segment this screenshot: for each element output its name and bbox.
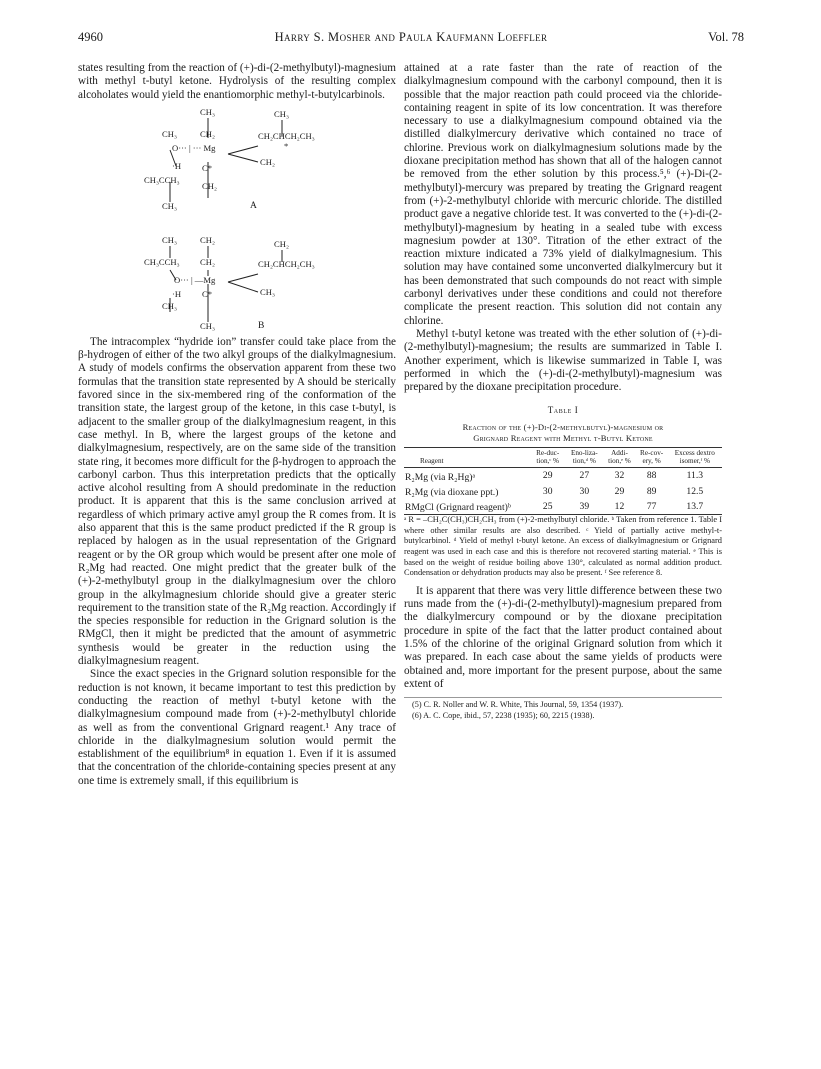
chem-label: CH₃ bbox=[162, 128, 177, 139]
chem-label: CH₃CCH₃ bbox=[144, 256, 180, 267]
table-cell: 32 bbox=[614, 470, 625, 482]
left-paragraph-2: The intracomplex “hydride ion” transfer could take place from the β-hydrogen of either of the two alkyl groups of the dialkylmagnesium. A study of models confirms the observation apparent from these two formulas that the transition state represented by A should be sterically favored since in the six-membered ring of the conformation of the transition state, the largest group of the ketone, in this case t-butyl, is adjacent to the smaller group of the dialkylmagnesium reagent, in this case methyl. In B, where the largest groups of the ketone and dialkylmagnesium, respectively, are on the same side of the transition state ring, it becomes more difficult for the β-hydrogen to approach the carbonyl carbon. Thus this interpretation predicts that the optically active alcohol resulting from A should predominate in the reduction product. It is apparent that this is the same conclusion arrived at regardless of which primary active amyl group the R comes from. It is also apparent that this is the same product predicted if the R group is replaced by halogen as in the usual representation of the Grignard reagent or by the OR group which would be present after one mole of R₂Mg had reacted. One might predict that the greater bulk of the (+)-2-methylbutyl group in the dialkylmagnesium over the chloro group in the alkylmagnesium chloride should give a greater steric requirement to the transition state of the R₂Mg reaction. Accordingly if the species responsible for reduction in the Grignard solution is the RMgCl, then it might be predicted that the amount of asymmetric synthesis would be greater in the reduction using the dialkylmagnesium reagent. bbox=[78, 335, 397, 668]
chem-label: ·H bbox=[172, 288, 182, 299]
table-cell: 27 bbox=[579, 470, 590, 482]
chem-label: CH₂ bbox=[200, 256, 215, 267]
chem-label: CH₂ bbox=[200, 128, 215, 139]
table-cell: 39 bbox=[565, 499, 603, 515]
table-row bbox=[404, 499, 722, 515]
right-paragraph-3: It is apparent that there was very little difference between these two runs made from the (+)-di-(2-methylbutyl)-magnesium prepared from the dialkylmercury compound or by the dioxane precipitation procedure in spite of the fact that the latter product contained about 1.5% of the chlorine of the original Grignard solution from which it was prepared. In each case about the same yields of products were obtained and, more important for the present purpose, about the same extent of bbox=[404, 584, 722, 690]
table-cell-reagent: RMgCl (Grignard reagent)ᵇ bbox=[404, 499, 530, 515]
chem-label: CH₃ bbox=[162, 200, 177, 211]
chem-label: CH₂CHCH₂CH₃ bbox=[258, 130, 315, 141]
chem-label: ·H bbox=[172, 160, 182, 171]
table-footnotes: ᵃ R = –CH₂C(CH₃)CH₂CH₃ from (+)-2-methylbutyl chloride. ᵇ Taken from reference 1. Table I where other similar results are also described. ᶜ Yield of partially active methyl-t-butylcarbinol. ᵈ Yield of methyl t-butyl ketone. An excess of dialkylmagnesium or Grignard reagent was used in each case and this is therefore not recovered starting material. ᵉ This is based on the weight of residue boiling above 130°, calculated as normal addition product. Condensation or dehydration products may also be present. ᶠ See reference 8. bbox=[404, 515, 722, 578]
table-cell: 88 bbox=[646, 470, 657, 482]
right-paragraph-1: attained at a rate faster than the rate of reaction of the dialkylmagnesium compound with the carbonyl compound, then it is possible that the major reaction path could proceed via the chloride-containing reagent in spite of its low concentration. It was therefore necessary to use a dialkylmagnesium compound obtained via the distilled dialkylmercury derivative which contained no trace of chlorine. Previous work on dialkylmagnesium solutions made by the dioxane precipitation method has shown that all of the halogen cannot be removed from the ether solution by this process.⁵,⁶ (+)-Di-(2-methylbutyl)-mercury was prepared by treating the Grignard reagent from (+)-2-methylbutyl chloride with mercuric chloride. The distilled product gave a negative chloride test. It was converted to the (+)-di-(2-methylbutyl)-magnesium by heating in a sealed tube with excess magnesium powder at 130°. Titration of the ether extract of the reaction mixture indicated a 73% yield of dialkylmagnesium. This solution may have contained some unconverted dialkylmercury but it has been demonstrated that such compounds do not react with simple carbonyl derivatives under these conditions and could not therefore complicate the present reaction. This solution did not contain any chlorine. bbox=[404, 62, 722, 327]
table-cell: 12.5 bbox=[686, 485, 704, 497]
chem-label: CH₃ bbox=[162, 300, 177, 311]
structure-b-label: B bbox=[258, 320, 265, 331]
structure-a bbox=[78, 104, 396, 232]
table-cell: 29 bbox=[614, 485, 625, 497]
page-number: 4960 bbox=[78, 30, 103, 44]
chem-label: CH₃ bbox=[162, 234, 177, 245]
table-caption-line-2: Grignard Reagent with Methyl t-Butyl Ketone bbox=[473, 432, 653, 443]
left-column bbox=[78, 62, 396, 788]
chem-label: CH₂ bbox=[274, 238, 289, 249]
running-head bbox=[78, 30, 744, 50]
table-cell: 25 bbox=[530, 499, 565, 515]
table-caption-line-1: Reaction of the (+)-Di-(2-methylbutyl)-magnesium or bbox=[462, 421, 664, 432]
structure-a-label: A bbox=[250, 200, 257, 211]
table-header-cell: Re-cov-ery, % bbox=[636, 447, 668, 468]
chem-label: CH₂ bbox=[202, 180, 217, 191]
table-caption bbox=[404, 422, 722, 444]
table-header-cell: Re-duc-tion,ᶜ % bbox=[530, 447, 565, 468]
running-head-authors: Harry S. Mosher and Paula Kaufmann Loeffler bbox=[274, 30, 548, 44]
table-cell: 13.7 bbox=[668, 499, 722, 515]
chem-label: CH₂ bbox=[260, 156, 275, 167]
chem-label: CH₃ bbox=[200, 320, 215, 331]
chem-label: * bbox=[284, 140, 289, 151]
table-cell: 30 bbox=[542, 485, 553, 497]
right-column bbox=[404, 62, 722, 721]
chem-label: CH₃ bbox=[260, 286, 275, 297]
chem-label: CH₃ bbox=[274, 108, 289, 119]
table-header-cell: Addi-tion,ᵉ % bbox=[603, 447, 635, 468]
table-row bbox=[404, 468, 722, 484]
chem-label: O··· | ··· Mg bbox=[172, 142, 216, 153]
results-table bbox=[404, 447, 722, 515]
structure-b-bonds bbox=[78, 236, 396, 336]
table-cell: 30 bbox=[579, 485, 590, 497]
structure-b bbox=[78, 236, 396, 336]
chem-label: CH₃CCH₃ bbox=[144, 174, 180, 185]
reference-item: (5) C. R. Noller and W. R. White, This Journal, 59, 1354 (1937). bbox=[412, 700, 624, 710]
right-paragraph-2: Methyl t-butyl ketone was treated with the ether solution of (+)-di-(2-methylbutyl)-magnesium; the results are summarized in Table I. Another experiment, which is likewise summarized in Table I, was performed in which the (+)-di-(2-methylbutyl)-magnesium was prepared by the dioxane precipitation procedure. bbox=[404, 327, 722, 394]
table-title: Table I bbox=[547, 405, 579, 416]
table-header-cell: Eno-liza-tion,ᵈ % bbox=[565, 447, 603, 468]
chem-label: C* bbox=[202, 288, 213, 299]
table-header-cell: Excess dextro isomer,ᶠ % bbox=[668, 447, 722, 468]
table-cell: 77 bbox=[636, 499, 668, 515]
volume-label: Vol. 78 bbox=[708, 30, 744, 44]
table-cell: 12 bbox=[603, 499, 635, 515]
references bbox=[404, 697, 722, 721]
table-cell: 29 bbox=[542, 470, 553, 482]
table-header-cell: Reagent bbox=[404, 447, 530, 468]
left-paragraph-1: states resulting from the reaction of (+)-di-(2-methylbutyl)-magnesium with methyl t-butyl ketone. Hydrolysis of the resulting complex alcoholates would yield the enantiomorphic methyl-t-butylcarbinols. bbox=[78, 62, 396, 101]
left-paragraph-3: Since the exact species in the Grignard solution responsible for the reduction is not known, it became important to test this prediction by conducting the reaction of methyl t-butyl ketone with the dialkylmagnesium compound made from (+)-2-methylbutyl chloride as well as from the conventional Grignard reagent.¹ Any trace of chloride in the dialkylmagnesium solution would permit the establishment of the equilibrium⁸ in equation 1. Even if it is assumed that the concentration of the chloride-containing species present at any one time is extremely small, if this equilibrium is bbox=[78, 668, 396, 787]
table-row bbox=[404, 484, 722, 499]
table-cell: 89 bbox=[646, 485, 657, 497]
table-cell: 11.3 bbox=[686, 470, 704, 482]
structure-a-bonds bbox=[78, 104, 396, 232]
chem-label: CH₂ bbox=[200, 234, 215, 245]
reference-item: (6) A. C. Cope, ibid., 57, 2238 (1935); 60, 2215 (1938). bbox=[412, 710, 595, 720]
chem-label: C* bbox=[202, 162, 213, 173]
chem-label: CH₃ bbox=[200, 106, 215, 117]
table-cell-reagent: R₂Mg (via dioxane ppt.) bbox=[405, 486, 499, 498]
chem-label: CH₂CHCH₂CH₃ bbox=[258, 258, 315, 269]
table-cell-reagent: R₂Mg (via R₂Hg)ᵃ bbox=[405, 471, 476, 483]
chem-label: O··· | —Mg bbox=[174, 274, 216, 285]
table-header-row bbox=[404, 447, 722, 468]
